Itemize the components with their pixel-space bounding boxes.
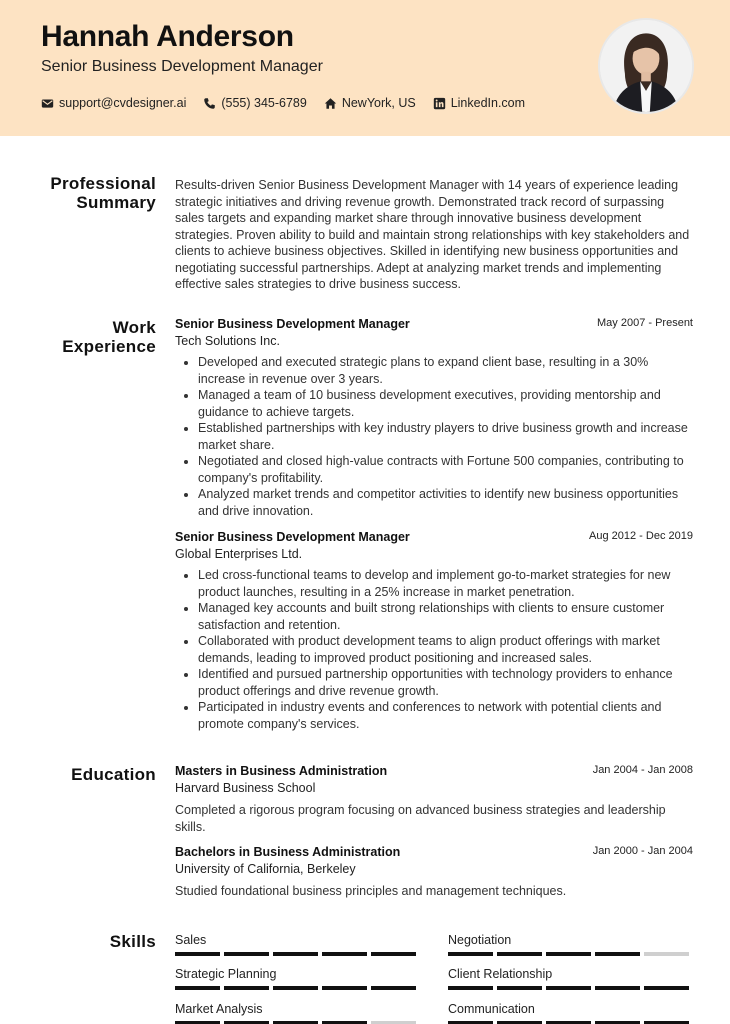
job-bullets: [175, 567, 693, 732]
skill-level-segment-filled: [448, 986, 493, 990]
skill-level-segment-filled: [224, 986, 269, 990]
candidate-role: Senior Business Development Manager: [41, 58, 323, 75]
degree-description: Studied foundational business principles and management techniques.: [175, 884, 567, 898]
skill-name: Sales: [175, 933, 207, 947]
skill-item: [175, 932, 420, 956]
skill-level-bar: [175, 952, 420, 956]
skill-level-bar: [448, 986, 693, 990]
job-title: Senior Business Development Manager: [175, 317, 410, 331]
job-bullets: [175, 354, 693, 519]
skill-level-bar: [175, 986, 420, 990]
skill-level-segment-filled: [497, 952, 542, 956]
list-item: Participated in industry events and conferences to network with potential clients and promote company's services.: [175, 699, 693, 732]
skill-level-segment-filled: [448, 952, 493, 956]
list-item: Collaborated with product development teams to align product offerings with market demands, leading to improved product positioning and increased sales.: [175, 633, 693, 666]
job-company: Tech Solutions Inc.: [175, 334, 280, 348]
list-item: Established partnerships with key industry players to drive business growth and increase market share.: [175, 420, 693, 453]
candidate-name: Hannah Anderson: [41, 20, 294, 53]
school-name: University of California, Berkeley: [175, 862, 356, 876]
list-item: Managed a team of 10 business development executives, providing mentorship and guidance to achieve targets.: [175, 387, 693, 420]
degree-title: Masters in Business Administration: [175, 764, 388, 778]
job-title: Senior Business Development Manager: [175, 530, 410, 544]
summary-heading: Professional Summary: [50, 174, 156, 212]
skill-item: [175, 1001, 420, 1024]
skills-heading: Skills: [109, 932, 156, 951]
job-date: May 2007 - Present: [597, 317, 693, 329]
contact-linkedin[interactable]: [433, 96, 525, 110]
skill-level-segment-filled: [371, 986, 416, 990]
education-entry: [175, 764, 693, 835]
summary-text: Results-driven Senior Business Development Manager with 14 years of experience leading strategic initiatives and driving revenue growth. Demonstrated track record of surpassing sales targets and expanding market share through innovative business development strategies. Proven ability to build and maintain strong relationships with key stakeholders and clients to achieve business objectives. Skilled in identifying new business opportunities and negotiating successful partnerships. Adept at analyzing market trends and implementing effective sales strategies to drive business success.: [175, 178, 690, 291]
job-entry: [175, 530, 693, 732]
list-item: Identified and pursued partnership opportunities with technology providers to enhance product offerings and drive revenue growth.: [175, 666, 693, 699]
contact-phone[interactable]: [203, 96, 306, 110]
skill-item: [175, 966, 420, 990]
degree-title: Bachelors in Business Administration: [175, 845, 401, 859]
work-heading: Work Experience: [62, 318, 156, 356]
skill-level-segment-filled: [644, 986, 689, 990]
skill-name: Client Relationship: [448, 967, 553, 981]
contact-location: [324, 96, 416, 110]
resume-header: [0, 0, 730, 136]
skill-level-segment-empty: [644, 952, 689, 956]
degree-description: Completed a rigorous program focusing on advanced business strategies and leadership skills.: [175, 803, 666, 834]
skill-level-segment-filled: [546, 986, 591, 990]
contact-location-text: NewYork, US: [341, 96, 416, 110]
skill-level-segment-filled: [273, 986, 318, 990]
skill-level-segment-filled: [273, 952, 318, 956]
skill-level-segment-filled: [371, 952, 416, 956]
education-heading: Education: [71, 765, 156, 784]
skill-level-segment-filled: [224, 952, 269, 956]
skill-name: Communication: [448, 1002, 535, 1016]
skill-item: [448, 932, 693, 956]
degree-date: Jan 2004 - Jan 2008: [592, 764, 693, 776]
job-company: Global Enterprises Ltd.: [175, 547, 303, 561]
skill-name: Negotiation: [448, 933, 512, 947]
contact-bar: [41, 96, 542, 110]
skill-level-bar: [448, 952, 693, 956]
list-item: Negotiated and closed high-value contracts with Fortune 500 companies, contributing to company's profitability.: [175, 453, 693, 486]
skill-level-segment-filled: [595, 952, 640, 956]
job-date: Aug 2012 - Dec 2019: [589, 530, 693, 542]
linkedin-icon: [433, 97, 446, 110]
envelope-icon: [41, 97, 54, 110]
skill-level-segment-filled: [546, 952, 591, 956]
contact-email-text: support@cvdesigner.ai: [59, 96, 187, 110]
skill-level-segment-filled: [322, 986, 367, 990]
education-entry: [175, 845, 693, 900]
list-item: Led cross-functional teams to develop and implement go-to-market strategies for new product launches, resulting in a 25% increase in market penetration.: [175, 567, 693, 600]
skill-level-segment-filled: [595, 986, 640, 990]
skill-level-segment-filled: [175, 952, 220, 956]
contact-linkedin-text: LinkedIn.com: [450, 96, 526, 110]
skill-level-segment-filled: [175, 986, 220, 990]
school-name: Harvard Business School: [175, 781, 316, 795]
list-item: Managed key accounts and built strong relationships with clients to ensure customer satisfaction and retention.: [175, 600, 693, 633]
skill-name: Strategic Planning: [175, 967, 277, 981]
contact-phone-text: (555) 345-6789: [221, 96, 307, 110]
skill-item: [448, 966, 693, 990]
contact-email[interactable]: [41, 96, 186, 110]
list-item: Analyzed market trends and competitor activities to identify new business opportunities and drive innovation.: [175, 486, 693, 519]
degree-date: Jan 2000 - Jan 2004: [592, 845, 693, 857]
job-entry: [175, 317, 693, 519]
summary-section: [175, 177, 693, 293]
skill-level-segment-filled: [497, 986, 542, 990]
list-item: Developed and executed strategic plans to expand client base, resulting in a 30% increase in revenue over 3 years.: [175, 354, 693, 387]
skill-item: [448, 1001, 693, 1024]
phone-icon: [203, 97, 216, 110]
skill-name: Market Analysis: [175, 1002, 263, 1016]
skill-level-segment-filled: [322, 952, 367, 956]
home-icon: [324, 97, 337, 110]
avatar: [598, 18, 694, 114]
